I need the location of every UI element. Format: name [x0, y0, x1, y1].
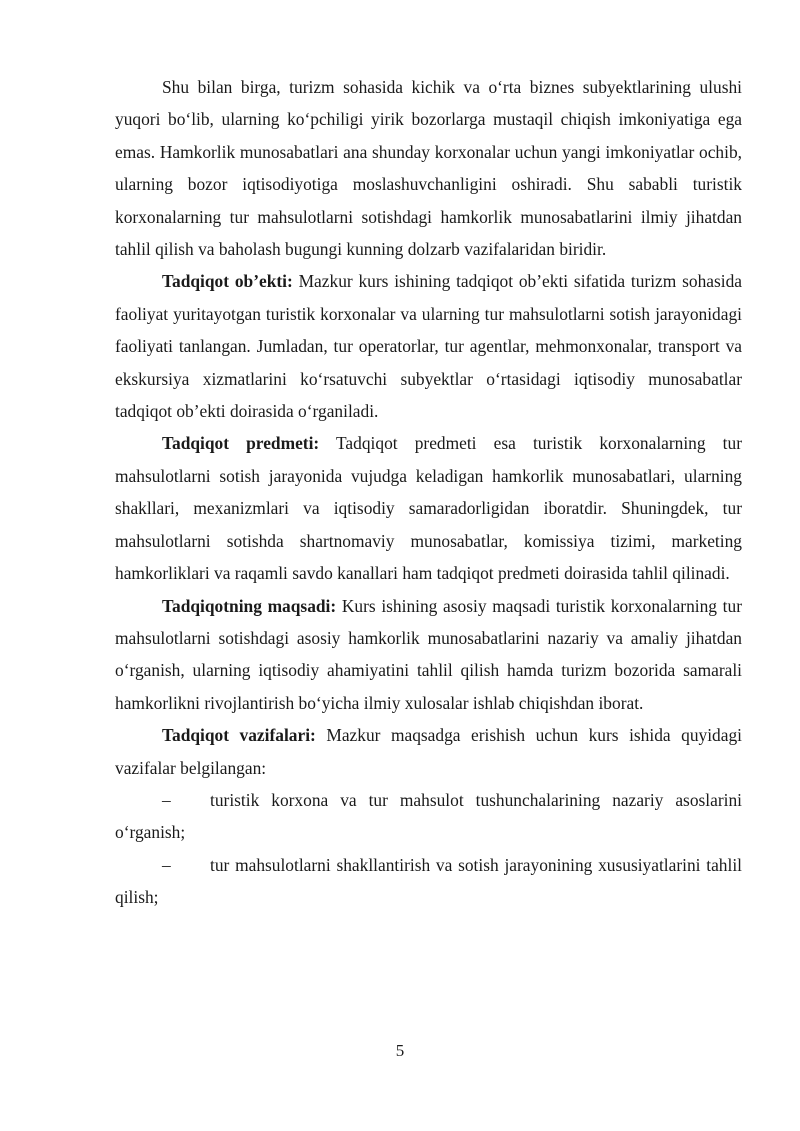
- text-research-goal: Kurs ishining asosiy maqsadi turistik korxonalarning tur mahsulotlarni sotishdagi asosiy hamkorlik munosabatlarini nazariy va amaliy jihatdan o‘rganish, ularning iqtisodiy ahamiyatini tahlil qilish hamda turizm bozorida samarali hamkorlikni rivojlantirish bo‘yicha ilmiy xulosalar ishlab chiqishdan iborat.: [115, 595, 742, 713]
- paragraph-research-subject: [115, 427, 742, 589]
- dash-bullet: –: [162, 854, 171, 875]
- heading-research-tasks: Tadqiqot vazifalari:: [162, 725, 316, 746]
- page-number: 5: [395, 1041, 405, 1060]
- list-item-text: tur mahsulotlarni shakllantirish va sotish jarayonining xususiyatlarini tahlil qilish;: [115, 854, 742, 908]
- heading-research-object: Tadqiqot ob’ekti:: [162, 271, 293, 292]
- heading-research-subject: Tadqiqot predmeti:: [162, 433, 320, 454]
- text-research-subject: Tadqiqot predmeti esa turistik korxonalarning tur mahsulotlarni sotish jarayonida vujudga keladigan hamkorlik munosabatlari, ularning shakllari, mexanizmlari va iqtisodiy samaradorligidan iboratdir. Shuningdek, tur mahsulotlarni sotishda shartnomaviy munosabatlar, komissiya tizimi, marketing hamkorliklari va raqamli savdo kanallari ham tadqiqot predmeti doirasida tahlil qilinadi.: [115, 433, 742, 584]
- list-item: [115, 849, 742, 914]
- text-research-object: Mazkur kurs ishining tadqiqot ob’ekti sifatida turizm sohasida faoliyat yuritayotgan turistik korxonalar va ularning tur mahsulotlarni sotish jarayonidagi faoliyati tanlangan. Jumladan, tur operatorlar, tur agentlar, mehmonxonalar, transport va ekskursiya xizmatlarini ko‘rsatuvchi subyektlar o‘rtasidagi iqtisodiy munosabatlar tadqiqot ob’ekti doirasida o‘rganiladi.: [115, 271, 742, 422]
- paragraph-research-object: [115, 265, 742, 427]
- list-item: [115, 784, 742, 849]
- text-research-tasks: Mazkur maqsadga erishish uchun kurs ishida quyidagi vazifalar belgilangan:: [115, 725, 742, 778]
- paragraph-research-goal: [115, 590, 742, 720]
- dash-bullet: –: [162, 789, 171, 810]
- document-page: [115, 71, 742, 914]
- paragraph-research-tasks: [115, 719, 742, 784]
- list-item-text: turistik korxona va tur mahsulot tushunchalarining nazariy asoslarini o‘rganish;: [115, 789, 742, 843]
- heading-research-goal: Tadqiqotning maqsadi:: [162, 595, 337, 616]
- paragraph-intro: Shu bilan birga, turizm sohasida kichik va o‘rta biznes subyektlarining ulushi yuqori bo‘lib, ularning ko‘pchiligi yirik bozorlarga mustaqil chiqish imkoniyatiga ega emas. Hamkorlik munosabatlari ana shunday korxonalar uchun yangi imkoniyatlar ochib, ularning bozor iqtisodiyotiga moslashuvchanligini oshiradi. Shu sababli turistik korxonalarning tur mahsulotlarni sotishdagi hamkorlik munosabatlarini ilmiy jihatdan tahlil qilish va baholash bugungi kunning dolzarb vazifalaridan biridir.: [115, 77, 742, 260]
